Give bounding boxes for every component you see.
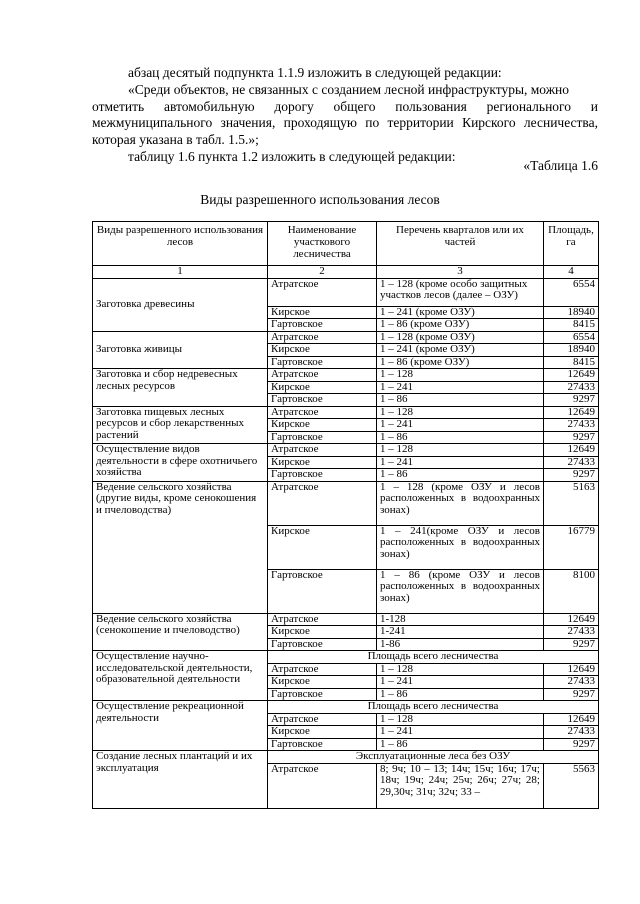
area-value: 12649 [544,406,599,419]
forestry-name: Атратское [268,613,377,626]
area-value: 6554 [544,331,599,344]
area-value: 8100 [544,569,599,613]
forestry-name: Кирское [268,306,377,319]
forestry-name: Кирское [268,344,377,357]
quarters-list: 1-128 [377,613,544,626]
area-value: 27433 [544,419,599,432]
header-col3: Перечень кварталов или их частей [377,222,544,266]
paragraph-quote-line-4: которая указана в табл. 1.5.»; [92,132,259,147]
area-value: 12649 [544,663,599,676]
span-note: Площадь всего лесничества [268,651,599,664]
forestry-name: Кирское [268,726,377,739]
column-number: 1 [93,266,268,279]
forestry-name: Гартовское [268,569,377,613]
column-number: 3 [377,266,544,279]
use-type-name: Ведение сельского хозяйства (сенокошение и пчеловодство) [93,613,268,651]
area-value: 9297 [544,638,599,651]
forestry-name: Атратское [268,369,377,382]
quarters-list: 1 – 86 [377,431,544,444]
quarters-list: 1 – 128 (кроме ОЗУ и лесов расположенных в водоохранных зонах) [377,481,544,525]
forestry-name: Гартовское [268,638,377,651]
header-col2: Наименование участкового лесничества [268,222,377,266]
quarters-list: 1-86 [377,638,544,651]
area-value: 9297 [544,431,599,444]
use-type-name: Заготовка и сбор недревесных лесных ресурсов [93,369,268,407]
use-type-name: Ведение сельского хозяйства (другие виды, кроме сенокошения и пчеловодства) [93,481,268,613]
quarters-list: 1 – 86 [377,469,544,482]
forestry-name: Гартовское [268,688,377,701]
forestry-name: Кирское [268,419,377,432]
forestry-name: Гартовское [268,356,377,369]
quarters-list: 1 – 241(кроме ОЗУ и лесов расположенных в водоохранных зонах) [377,525,544,569]
forestry-name: Гартовское [268,469,377,482]
forestry-name: Гартовское [268,319,377,332]
use-type-name: Заготовка живицы [93,331,268,369]
column-number: 2 [268,266,377,279]
area-value: 27433 [544,626,599,639]
column-number: 4 [544,266,599,279]
area-value: 12649 [544,444,599,457]
header-col4: Площадь, га [544,222,599,266]
area-value: 12649 [544,613,599,626]
table-title: Виды разрешенного использования лесов [200,192,440,207]
table-row [93,444,599,457]
table-row [93,331,599,344]
quarters-list: 1 – 86 (кроме ОЗУ) [377,319,544,332]
quarters-list: 1 – 86 (кроме ОЗУ и лесов расположенных в водоохранных зонах) [377,569,544,613]
quarters-list: 1 – 241 [377,381,544,394]
area-value: 27433 [544,676,599,689]
paragraph-quote-line-3: межмуниципального значения, проходящую по территории Кирского лесничества, [92,115,598,130]
quarters-list: 1 – 128 [377,663,544,676]
span-note: Площадь всего лесничества [268,701,599,714]
forestry-name: Атратское [268,763,377,808]
quarters-list: 1 – 241 [377,726,544,739]
forestry-name: Кирское [268,456,377,469]
paragraph-quote-line-2: отметить автомобильную дорогу общего пользования регионального и [92,99,598,114]
area-value: 9297 [544,738,599,751]
area-value: 27433 [544,381,599,394]
quarters-list: 1 – 86 [377,688,544,701]
use-type-name: Осуществление рекреационной деятельности [93,701,268,751]
area-value: 8415 [544,319,599,332]
table-row [93,406,599,419]
forestry-name: Гартовское [268,431,377,444]
quarters-list: 1 – 128 (кроме ОЗУ) [377,331,544,344]
forestry-name: Кирское [268,525,377,569]
quarters-list: 1 – 128 [377,713,544,726]
forestry-name: Атратское [268,481,377,525]
land-use-table [92,221,599,809]
quarters-list: 1 – 241 [377,676,544,689]
area-value: 27433 [544,726,599,739]
quarters-list: 1 – 128 [377,406,544,419]
forestry-name: Кирское [268,381,377,394]
area-value: 12649 [544,369,599,382]
area-value: 9297 [544,688,599,701]
area-value: 6554 [544,278,599,306]
quarters-list: 1 – 86 [377,738,544,751]
forestry-name: Гартовское [268,738,377,751]
use-type-name: Осуществление научно-исследовательской деятельности, образовательной деятельности [93,651,268,701]
area-value: 9297 [544,394,599,407]
paragraph-amendment-2: таблицу 1.6 пункта 1.2 изложить в следующей редакции: [128,149,456,164]
paragraph-quote-line-1: «Среди объектов, не связанных с созданием лесной инфраструктуры, можно [128,82,570,97]
area-value: 27433 [544,456,599,469]
use-type-name: Заготовка пищевых лесных ресурсов и сбор лекарственных растений [93,406,268,444]
quarters-list: 1 – 241 [377,456,544,469]
paragraph-amendment-1: абзац десятый подпункта 1.1.9 изложить в следующей редакции: [128,65,502,80]
quarters-list: 8; 9ч; 10 – 13; 14ч; 15ч; 16ч; 17ч; 18ч; 19ч; 24ч; 25ч; 26ч; 27ч; 28; 29,30ч; 31ч; 32ч; 33 – [377,763,544,808]
use-type-name: Заготовка древесины [93,278,268,331]
table-row [93,369,599,382]
quarters-list: 1 – 241 (кроме ОЗУ) [377,306,544,319]
span-note: Эксплуатационные леса без ОЗУ [268,751,599,764]
use-type-name: Создание лесных плантаций и их эксплуатация [93,751,268,809]
forestry-name: Атратское [268,331,377,344]
forestry-name: Атратское [268,444,377,457]
area-value: 5163 [544,481,599,525]
quarters-list: 1 – 86 (кроме ОЗУ) [377,356,544,369]
quarters-list: 1 – 128 [377,369,544,382]
quarters-list: 1 – 128 (кроме особо защитных участков лесов (далее – ОЗУ) [377,278,544,306]
quarters-list: 1 – 128 [377,444,544,457]
forestry-name: Гартовское [268,394,377,407]
table-row [93,278,599,306]
quarters-list: 1 – 241 [377,419,544,432]
area-value: 5563 [544,763,599,808]
forestry-name: Атратское [268,713,377,726]
table-row [93,481,599,525]
area-value: 9297 [544,469,599,482]
forestry-name: Кирское [268,676,377,689]
header-col1: Виды разрешенного использования лесов [93,222,268,266]
area-value: 18940 [544,344,599,357]
quarters-list: 1 – 241 (кроме ОЗУ) [377,344,544,357]
table-row [93,613,599,626]
use-type-name: Осуществление видов деятельности в сфере охотничьего хозяйства [93,444,268,482]
area-value: 16779 [544,525,599,569]
forestry-name: Атратское [268,406,377,419]
quarters-list: 1 – 86 [377,394,544,407]
area-value: 18940 [544,306,599,319]
quarters-list: 1-241 [377,626,544,639]
area-value: 8415 [544,356,599,369]
forestry-name: Атратское [268,278,377,306]
forestry-name: Кирское [268,626,377,639]
area-value: 12649 [544,713,599,726]
table-reference: «Таблица 1.6 [523,158,598,173]
forestry-name: Атратское [268,663,377,676]
